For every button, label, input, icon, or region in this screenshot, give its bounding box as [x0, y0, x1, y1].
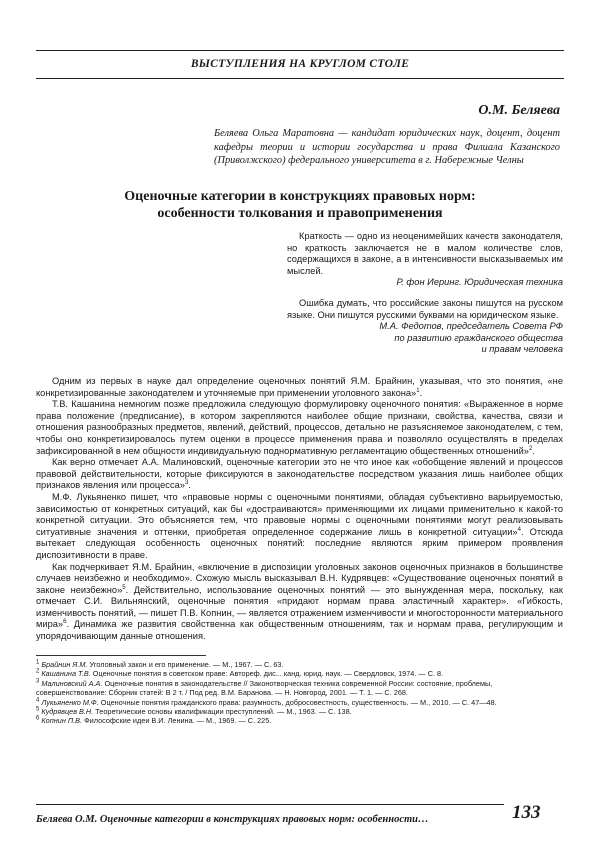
article-title [60, 188, 540, 222]
epigraph-attribution: и правам человека [481, 344, 563, 354]
body-paragraph: Как подчеркивает Я.М. Брайнин, «включение в диспозиции уголовных законов оценочных признаков в большинстве случаев неизбежно и необходимо». Схожую мысль высказывал В.Н. Кудрявцев: «Существование оценочных понятий в законе неизбежно»$^5$. Действительно, использование оценочных понятий — это вынужденная мера, поскольку, как отмечает С.И. Вильнянский, оценочные понятия «придают нормам права эластичный характер». «Гибкость, изменчивость понятий, — пишет П.В. Копнин, — является отражением изменчивости и многосторонности материального мира»$^6$. Динамика же развития свойственна как общественным отношениям, так и нормам права, регулирующим и упорядочивающим данные отношения. [36, 561, 563, 642]
epigraph [287, 231, 563, 289]
page-number: 133 [512, 802, 541, 823]
footnote-ref[interactable]: 6 [63, 619, 67, 626]
footnote-ref[interactable]: 2 [528, 445, 533, 452]
header-rule-top [36, 50, 564, 51]
footer-rule [36, 804, 504, 805]
footnotes [36, 660, 563, 726]
footnote-ref[interactable]: 4 [517, 526, 521, 533]
epigraph-text: Ошибка думать, что российские законы пишутся на русском языке. Они пишутся русскими буквами на юридическом языке. [287, 298, 563, 320]
epigraph-attribution: Р. фон Иеринг. Юридическая техника [396, 277, 563, 287]
footnote: $^5$ Кудрявцев В.Н. Теоретические основы квалификации преступлений. — М., 1963. — С. 138. [36, 706, 352, 717]
footnote-separator [36, 655, 206, 656]
article-body [36, 376, 563, 643]
running-header: ВЫСТУПЛЕНИЯ НА КРУГЛОМ СТОЛЕ [190, 58, 410, 70]
body-paragraph: М.Ф. Лукьяненко пишет, что «правовые нормы с оценочными понятиями, обладая субъективно варьируемостью, зависимостью от конкретных ситуаций, как бы «достраиваются» применяющими их лицами применительно к какой-то конкретной ситуации. Это объясняется тем, что правовые нормы с оценочными понятиями могут реализовывать ситуативные значения и оттенки, приобретая определенное содержание лишь в конкретной ситуации»$^4$. Отсюда вытекает следующая особенность оценочных понятий: последние являются ярким примером проявления диспозитивности в праве. [36, 491, 563, 560]
article-title-line-1: Оценочные категории в конструкциях правовых норм: [124, 189, 476, 204]
footnote: $^4$ Лукьяненко М.Ф. Оценочные понятия гражданского права: разумность, добросовестность, существенность. — М., 2010. — С. 47—48. [36, 697, 497, 707]
footnote: $^6$ Копнин П.В. Философские идеи В.И. Ленина. — М., 1969. — С. 225. [36, 716, 272, 726]
article-title-line-2: особенности толкования и правоприменения [157, 206, 443, 221]
body-paragraph: Как верно отмечает А.А. Малиновский, оценочные категории это не что иное как «обобщение явлений и процессов правовой действительности, которые фиксируются в законодательстве посредством указания лишь наиболее общих признаков явления или процесса»$^3$. [36, 457, 563, 491]
epigraph-attribution: по развитию гражданского общества [394, 332, 563, 343]
footnote-ref[interactable]: 3 [184, 480, 189, 487]
author-name: О.М. Беляева [478, 103, 560, 118]
epigraph-text: Краткость — одно из неоценимейших качеств законодателя, но краткость заключается не в малом количестве слов, содержащихся в законе, а в интенсивности высказываемых им мыслей. [287, 231, 563, 276]
header-rule-bottom [36, 78, 564, 79]
author-bio: Беляева Ольга Маратовна — кандидат юридических наук, доцент, доцент кафедры теории и истории государства и права Филиала Казанского (Приволжского) федерального университета в г. Набережные Челны [214, 128, 560, 166]
footnote-ref[interactable]: 5 [122, 584, 126, 591]
body-paragraph: Т.В. Кашанина немногим позже предложила следующую формулировку оценочного понятия: «Выраженное в норме права положение (предписание), в котором закрепляются наиболее общие признаки, свойства, качества, связи и отношения разнообразных предметов, явлений, действий, процессов, детально не разъясняемое законодателем, с тем, чтобы оно конкретизировалось путем оценки в процессе применения права и позволяло осуществлять в пределах зафиксированной в нем общности индивидуальную поднормативную регламентацию общественных отношений»$^2$. [36, 399, 563, 456]
running-footer: Беляева О.М. Оценочные категории в конструкциях правовых норм: особенности… [36, 814, 429, 825]
epigraph-attribution: М.А. Федотов, председатель Совета РФ [379, 321, 563, 331]
footnote: $^3$ Малиновский А.А. Оценочные понятия в законодательстве // Законотворческая техника современной России: состояние, проблемы, совершенствование: Сборник статей: В 2 т. / Под ред. В.М. Баранова. — Н. Новгород, 2001. — Т. 1. — С. 268. [36, 678, 493, 698]
epigraph [287, 298, 563, 356]
footnote: $^2$ Кашанина Т.В. Оценочные понятия в советском праве: Автореф. дис... канд. юрид. наук. — Свердловск, 1974. — С. 8. [36, 668, 444, 679]
body-paragraph: Одним из первых в науке дал определение оценочных понятий Я.М. Брайнин, указывая, что это понятия, «не конкретизированные законодателем и уточняемые при применении уголовного закона»$^1$. [36, 376, 563, 398]
footnote: $^1$ Брайнин Я.М. Уголовный закон и его применение. — М., 1967. — С. 63. [36, 659, 284, 669]
footnote-ref[interactable]: 1 [416, 387, 420, 394]
